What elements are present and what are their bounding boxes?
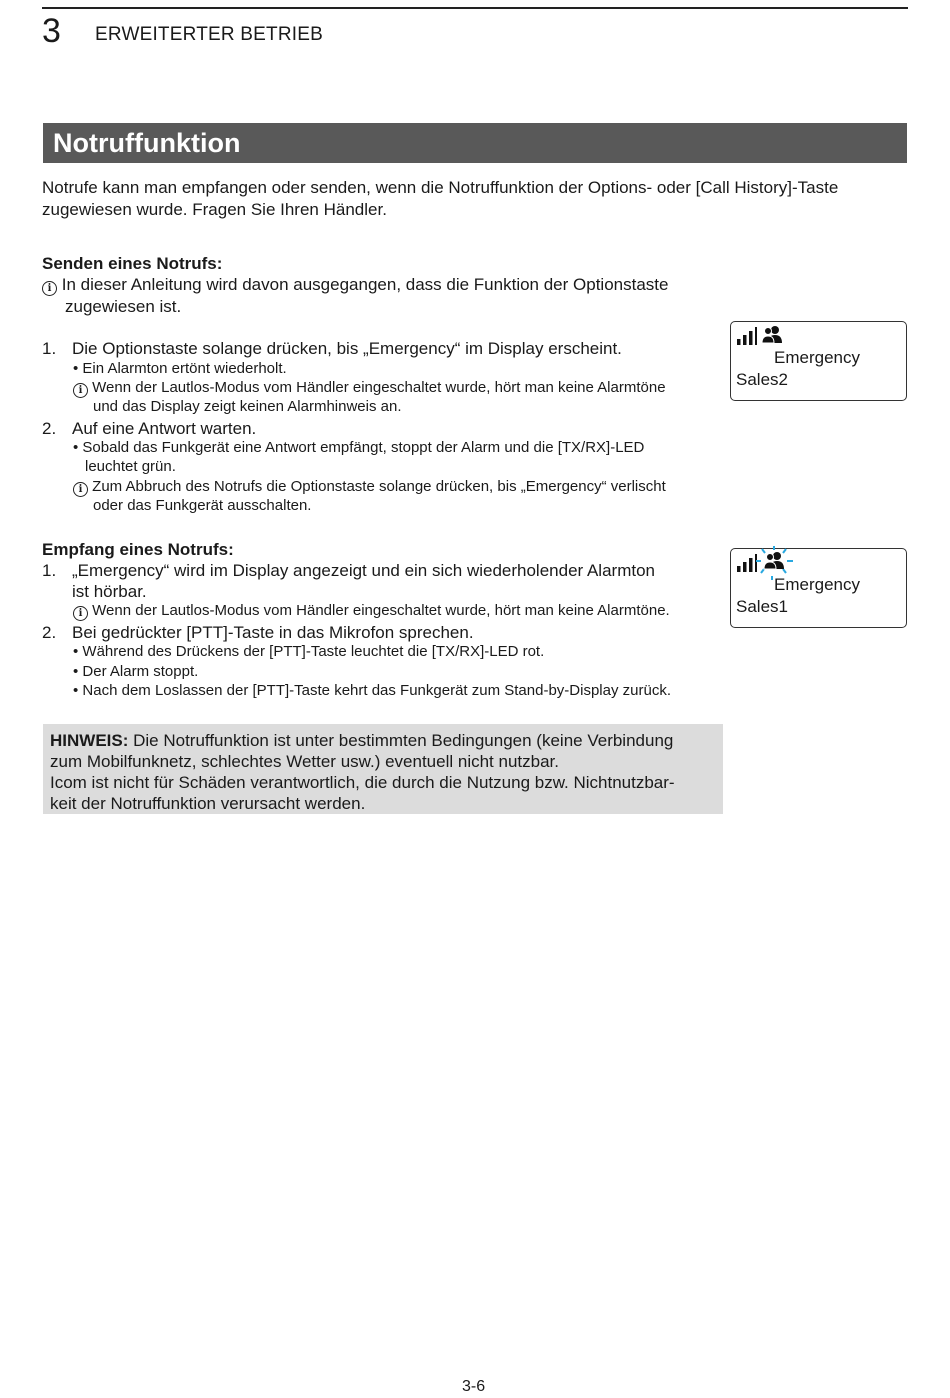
note-label: HINWEIS: — [50, 731, 129, 750]
send-step1-info-line1 — [73, 378, 666, 398]
send-step2-info-text: Zum Abbruch des Notrufs die Optionstaste solange drücken, bis „Emergency“ verlischt — [92, 478, 666, 495]
receive-step2-number: 2. — [42, 623, 57, 642]
send-step1-number: 1. — [42, 339, 57, 358]
receive-step2-bullet1: • Während des Drückens der [PTT]-Taste leuchtet die [TX/RX]-LED rot. — [73, 643, 545, 660]
send-step1-info-text: Wenn der Lautlos-Modus vom Händler eingeschaltet wurde, hört man keine Alarmtöne — [92, 379, 666, 396]
lcd-display-send — [730, 321, 907, 401]
intro-line-2: zugewiesen wurde. Fragen Sie Ihren Händler. — [42, 200, 387, 219]
send-step2-info-line2: oder das Funkgerät ausschalten. — [93, 497, 312, 514]
send-step2-bullet1-line1: • Sobald das Funkgerät eine Antwort empfängt, stoppt der Alarm und die [TX/RX]-LED — [73, 439, 645, 456]
note-line-1-text: Die Notruffunktion ist unter bestimmten Bedingungen (keine Verbindung — [128, 731, 674, 750]
section-title: Notruffunktion — [53, 128, 241, 158]
send-step2-info-line1 — [73, 477, 666, 497]
send-heading: Senden eines Notrufs: — [42, 254, 223, 273]
send-step1-bullet1: • Ein Alarmton ertönt wiederholt. — [73, 360, 287, 377]
note-line-4: keit der Notruffunktion verursacht werden. — [50, 794, 366, 813]
chapter-number: 3 — [42, 12, 61, 50]
receive-heading: Empfang eines Notrufs: — [42, 540, 234, 559]
info-icon: i — [42, 281, 57, 296]
signal-icon — [736, 326, 758, 346]
receive-step2-bullet2: • Der Alarm stoppt. — [73, 663, 199, 680]
info-icon: i — [73, 606, 88, 621]
receive-step1-info-text: Wenn der Lautlos-Modus vom Händler eingeschaltet wurde, hört man keine Alarmtöne. — [92, 602, 670, 619]
display-line-2: Sales1 — [736, 597, 788, 616]
note-line-1 — [50, 730, 673, 751]
chapter-title: ERWEITERTER BETRIEB — [95, 24, 323, 45]
receive-step2-text: Bei gedrückter [PTT]-Taste in das Mikrofon sprechen. — [72, 623, 474, 642]
info-icon: i — [73, 383, 88, 398]
info-icon: i — [73, 482, 88, 497]
display-line-1: Emergency — [774, 348, 860, 367]
send-note-line-1 — [42, 274, 668, 296]
receive-step1-number: 1. — [42, 561, 57, 580]
receive-step1-text-line1: „Emergency“ wird im Display angezeigt und ein sich wiederholender Alarmton — [72, 561, 655, 580]
send-step1-text: Die Optionstaste solange drücken, bis „Emergency“ im Display erscheint. — [72, 339, 622, 358]
lcd-display-receive — [730, 548, 907, 628]
send-note-text: In dieser Anleitung wird davon ausgegangen, dass die Funktion der Optionstaste — [61, 275, 669, 294]
send-step2-text: Auf eine Antwort warten. — [72, 419, 257, 438]
send-step2-number: 2. — [42, 419, 57, 438]
display-line-1: Emergency — [774, 575, 860, 594]
receive-step1-info — [73, 601, 670, 621]
receive-step1-text-line2: ist hörbar. — [72, 582, 147, 601]
note-line-3: Icom ist nicht für Schäden verantwortlich, die durch die Nutzung bzw. Nichtnutzbar- — [50, 773, 675, 792]
page-number: 3-6 — [462, 1378, 486, 1395]
send-step1-info-line2: und das Display zeigt keinen Alarmhinweis an. — [93, 398, 402, 415]
intro-line-1: Notrufe kann man empfangen oder senden, wenn die Notruffunktion der Options- oder [Call History]-Taste — [42, 178, 839, 197]
section-header-bar — [43, 123, 907, 163]
receive-step2-bullet3: • Nach dem Loslassen der [PTT]-Taste kehrt das Funkgerät zum Stand-by-Display zurück. — [73, 682, 671, 699]
note-line-2: zum Mobilfunknetz, schlechtes Wetter usw.) eventuell nicht nutzbar. — [50, 752, 559, 771]
display-line-2: Sales2 — [736, 370, 788, 389]
top-rule — [42, 7, 908, 9]
group-icon — [761, 325, 785, 345]
send-note-line-2: zugewiesen ist. — [65, 297, 182, 316]
note-box — [43, 724, 723, 814]
send-step2-bullet1-line2: leuchtet grün. — [85, 458, 176, 475]
